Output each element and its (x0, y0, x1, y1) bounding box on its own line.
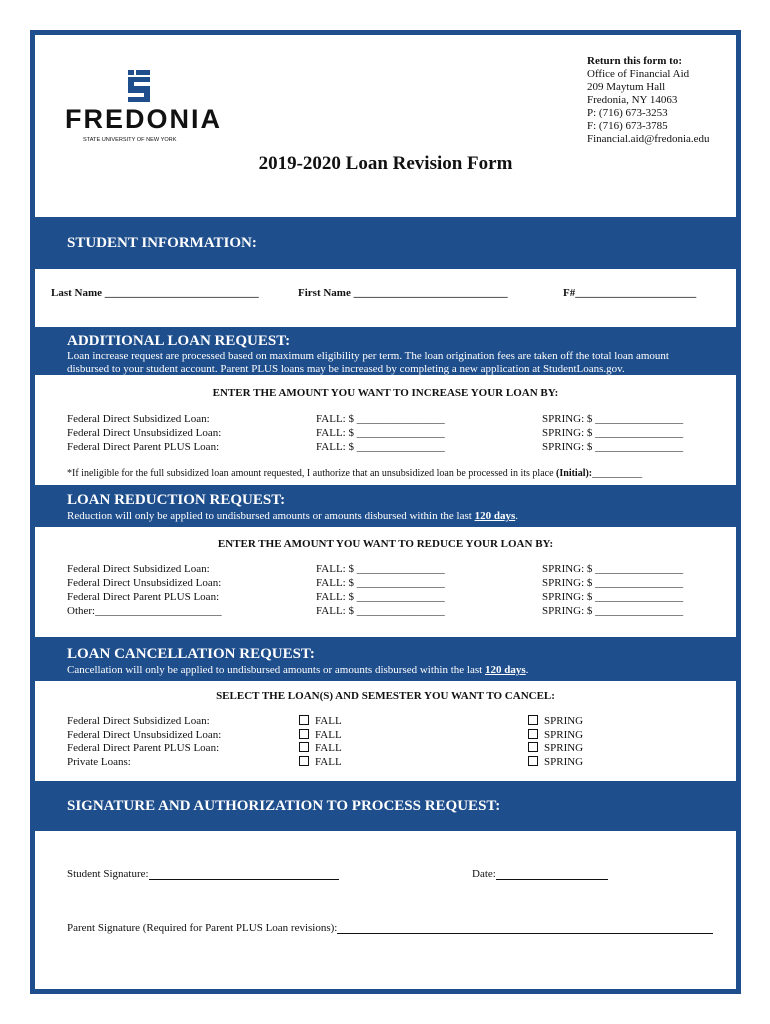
spring-amount-field[interactable]: SPRING: $ ________________ (542, 427, 684, 439)
return-line: F: (716) 673-3785 (587, 120, 668, 132)
spring-amount-field[interactable]: SPRING: $ ________________ (542, 605, 684, 617)
section-heading: LOAN REDUCTION REQUEST: (67, 492, 286, 508)
fredonia-logo (65, 68, 225, 148)
days-emphasis: 120 days (474, 510, 516, 522)
fall-amount-field[interactable]: FALL: $ ________________ (316, 591, 445, 603)
fall-checkbox[interactable] (299, 729, 342, 741)
reduce-instruction: ENTER THE AMOUNT YOU WANT TO REDUCE YOUR LOAN BY: (217, 538, 554, 550)
form-title: 2019-2020 Loan Revision Form (258, 153, 513, 174)
fall-amount-field[interactable]: FALL: $ ________________ (316, 413, 445, 425)
date-label: Date: (472, 868, 496, 880)
fall-label: FALL (315, 742, 342, 754)
date-field[interactable] (472, 868, 608, 880)
row-label: Federal Direct Subsidized Loan: (67, 563, 210, 575)
checkbox-icon[interactable] (299, 756, 309, 766)
other-loan-field[interactable]: Other:_______________________ (67, 605, 222, 617)
checkbox-icon[interactable] (528, 715, 538, 725)
section-heading: LOAN CANCELLATION REQUEST: (67, 646, 315, 662)
signature-line[interactable] (149, 869, 339, 880)
fall-amount-field[interactable]: FALL: $ ________________ (316, 577, 445, 589)
spring-amount-field[interactable]: SPRING: $ ________________ (542, 441, 684, 453)
row-label: Federal Direct Parent PLUS Loan: (67, 742, 220, 754)
return-line: 209 Maytum Hall (587, 81, 666, 93)
footnote-text: *If ineligible for the full subsidized loan amount requested, I authorize that an unsubsidized loan be processed in its place (67, 468, 554, 479)
date-line[interactable] (496, 869, 608, 880)
row-label: Federal Direct Unsubsidized Loan: (67, 577, 222, 589)
spring-checkbox[interactable] (528, 742, 583, 754)
fall-label: FALL (315, 729, 342, 741)
fall-label: FALL (315, 715, 342, 727)
footnote-initial-label: (Initial): (556, 468, 593, 479)
fall-checkbox[interactable] (299, 715, 342, 727)
fall-amount-field[interactable]: FALL: $ ________________ (316, 605, 445, 617)
spring-amount-field[interactable]: SPRING: $ ________________ (542, 577, 684, 589)
student-signature-field[interactable] (67, 868, 339, 880)
spring-label: SPRING (544, 756, 584, 768)
description-period: . (515, 510, 518, 522)
spring-checkbox[interactable] (528, 729, 583, 741)
section-heading: STUDENT INFORMATION: (67, 235, 257, 251)
loan-cancellation-header (35, 637, 736, 681)
return-address (587, 55, 710, 146)
svg-text:STATE UNIVERSITY OF NEW YORK: STATE UNIVERSITY OF NEW YORK (83, 137, 177, 143)
subsidized-footnote (67, 468, 642, 479)
return-line: Fredonia, NY 14063 (587, 94, 678, 106)
cancel-instruction: SELECT THE LOAN(S) AND SEMESTER YOU WANT TO CANCEL: (216, 690, 555, 702)
first-name-field[interactable]: First Name ____________________________ (298, 287, 508, 299)
additional-loan-header (35, 327, 736, 375)
fall-checkbox[interactable] (299, 742, 342, 754)
parent-signature-field[interactable] (67, 922, 713, 934)
section-heading: SIGNATURE AND AUTHORIZATION TO PROCESS REQUEST: (67, 798, 501, 814)
row-label: Federal Direct Unsubsidized Loan: (67, 729, 222, 741)
checkbox-icon[interactable] (528, 742, 538, 752)
spring-amount-field[interactable]: SPRING: $ ________________ (542, 413, 684, 425)
row-label: Federal Direct Unsubsidized Loan: (67, 427, 222, 439)
initial-field[interactable]: __________ (592, 468, 643, 479)
description-period: . (525, 664, 529, 676)
spring-label: SPRING (544, 715, 584, 727)
parent-signature-label: Parent Signature (Required for Parent PLUS Loan revisions): (67, 922, 338, 934)
checkbox-icon[interactable] (299, 715, 309, 725)
svg-text:FREDONIA: FREDONIA (65, 104, 220, 134)
spring-checkbox[interactable] (528, 715, 583, 727)
increase-instruction: ENTER THE AMOUNT YOU WANT TO INCREASE YOUR LOAN BY: (212, 387, 559, 399)
spring-amount-field[interactable]: SPRING: $ ________________ (542, 591, 684, 603)
row-label: Federal Direct Parent PLUS Loan: (67, 591, 220, 603)
spring-label: SPRING (544, 729, 584, 741)
row-label: Federal Direct Subsidized Loan: (67, 413, 210, 425)
fall-checkbox[interactable] (299, 756, 342, 768)
fall-amount-field[interactable]: FALL: $ ________________ (316, 441, 445, 453)
return-heading: Return this form to: (587, 55, 683, 67)
spring-amount-field[interactable]: SPRING: $ ________________ (542, 563, 684, 575)
fall-amount-field[interactable]: FALL: $ ________________ (316, 427, 445, 439)
spring-checkbox[interactable] (528, 756, 583, 768)
signature-header (35, 781, 736, 831)
checkbox-icon[interactable] (528, 756, 538, 766)
description-text: Reduction will only be applied to undisbursed amounts or amounts disbursed within the last (67, 510, 472, 522)
last-name-field[interactable]: Last Name ____________________________ (51, 287, 259, 299)
description-text: Cancellation will only be applied to undisbursed amounts or amounts disbursed within the last (67, 664, 483, 676)
return-line: Office of Financial Aid (587, 68, 690, 80)
return-line: Financial.aid@fredonia.edu (587, 133, 710, 145)
fall-label: FALL (315, 756, 342, 768)
loan-reduction-header (35, 485, 736, 527)
return-line: P: (716) 673-3253 (587, 107, 668, 119)
checkbox-icon[interactable] (299, 729, 309, 739)
checkbox-icon[interactable] (299, 742, 309, 752)
student-signature-label: Student Signature: (67, 868, 149, 880)
f-number-field[interactable]: F#______________________ (563, 287, 697, 299)
section-description (67, 664, 707, 677)
section-description: Loan increase request are processed based on maximum eligibility per term. The loan origination fees are taken off the total loan amount disbursed to your student account. Parent PLUS loans may be increased by completing a new application at StudentLoans.gov. (67, 350, 669, 375)
form-frame (30, 30, 741, 994)
row-label: Private Loans: (67, 756, 131, 768)
signature-line[interactable] (337, 923, 713, 934)
row-label: Federal Direct Parent PLUS Loan: (67, 441, 220, 453)
spring-label: SPRING (544, 742, 584, 754)
days-emphasis: 120 days (484, 664, 526, 676)
row-label: Federal Direct Subsidized Loan: (67, 715, 210, 727)
section-heading: ADDITIONAL LOAN REQUEST: (67, 333, 291, 349)
student-info-header (35, 217, 736, 269)
fall-amount-field[interactable]: FALL: $ ________________ (316, 563, 445, 575)
checkbox-icon[interactable] (528, 729, 538, 739)
section-description (67, 510, 707, 523)
